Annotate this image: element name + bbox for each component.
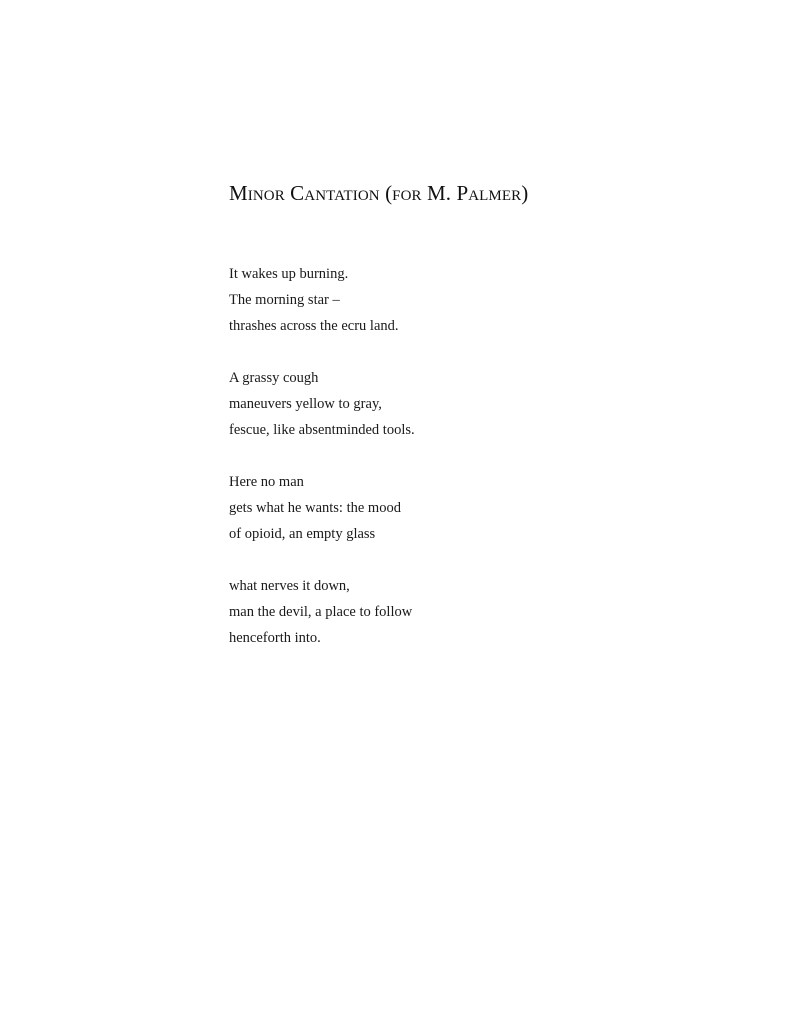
poem-line: The morning star – (229, 292, 340, 308)
poem-line: man the devil, a place to follow (229, 604, 413, 620)
poem-line: maneuvers yellow to gray, (229, 396, 382, 412)
stanza-1 (229, 261, 729, 339)
stanza-4 (229, 573, 729, 651)
poem-line: fescue, like absentminded tools. (229, 422, 415, 438)
stanza-3 (229, 469, 729, 547)
poem-line: Here no man (229, 474, 304, 490)
poem-title: Minor Cantation (for M. Palmer) (229, 181, 529, 205)
stanza-2 (229, 365, 729, 443)
poem-line: It wakes up burning. (229, 266, 349, 282)
poem-line: what nerves it down, (229, 578, 350, 594)
poem-line: A grassy cough (229, 370, 319, 386)
poem-line: henceforth into. (229, 630, 321, 646)
poem (229, 180, 729, 677)
poem-line: thrashes across the ecru land. (229, 318, 399, 334)
poem-body (229, 261, 729, 651)
poem-line: gets what he wants: the mood (229, 500, 401, 516)
poem-line: of opioid, an empty glass (229, 526, 376, 542)
